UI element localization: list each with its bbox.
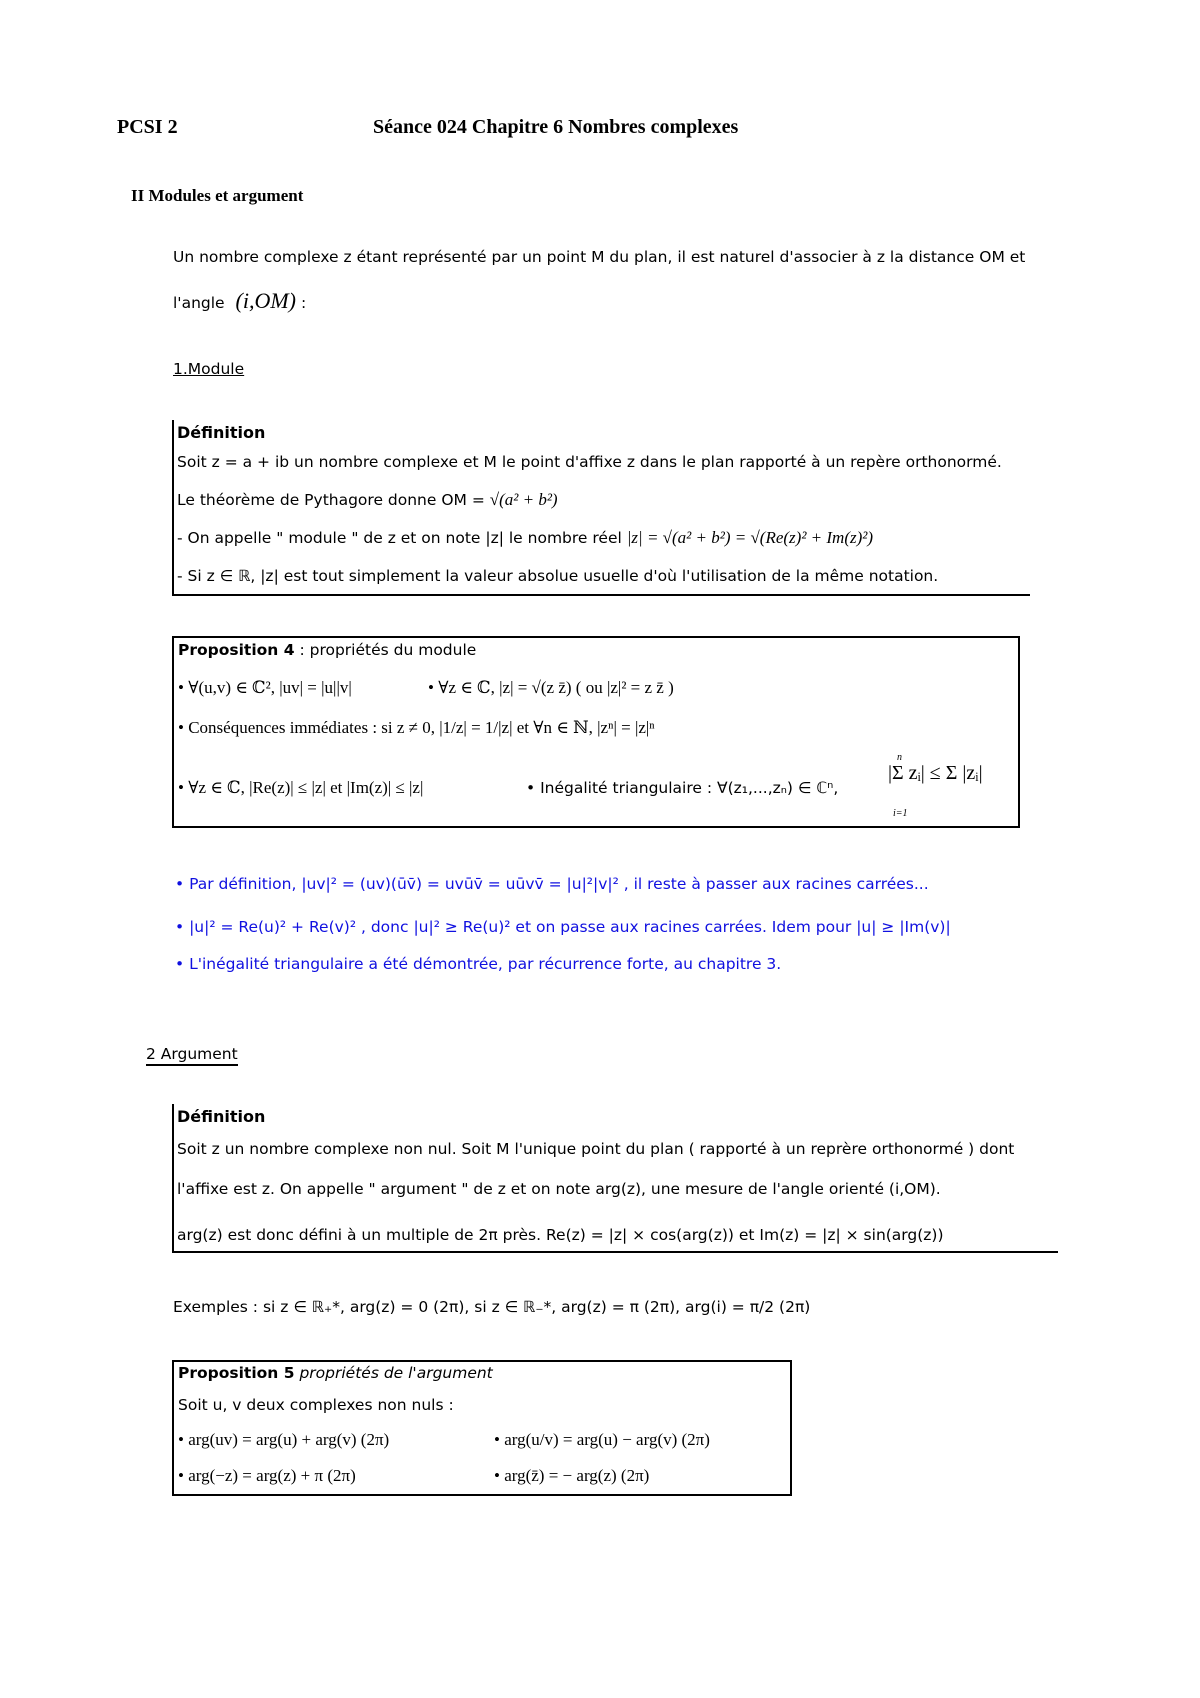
argument-def-line-3: arg(z) est donc défini à un multiple de 2π près. Re(z) = |z| × cos(arg(z)) et Im(z) = |z| × sin(arg(z)): [177, 1226, 944, 1244]
module-def-line-1: Soit z = a + ib un nombre complexe et M le point d'affixe z dans le plan rapporté à un repère orthonormé.: [177, 453, 1002, 471]
proof-line-1: • Par définition, |uv|² = (uv)(ūv̄) = uvūv̄ = uūvv̄ = |u|²|v|² , il reste à passer aux racines carrées...: [175, 875, 929, 893]
intro-angle-suffix: :: [300, 294, 307, 312]
class-label: PCSI 2: [117, 116, 178, 138]
argument-title: 2 Argument: [146, 1045, 238, 1066]
prop5-title-bold: Proposition 5: [178, 1364, 295, 1382]
module-title: 1.Module: [173, 360, 245, 378]
module-def-title: Définition: [177, 423, 266, 442]
session-title: Séance 024 Chapitre 6 Nombres complexes: [373, 116, 739, 138]
prop4-title: [178, 641, 476, 659]
prop4-line-3a: • ∀z ∈ ℂ, |Re(z)| ≤ |z| et |Im(z)| ≤ |z|: [178, 778, 424, 797]
pythagore-formula: √(a² + b²): [489, 490, 558, 509]
prop4-line-1a: • ∀(u,v) ∈ ℂ², |uv| = |u||v|: [178, 678, 352, 697]
module-def-line-2: [177, 490, 558, 510]
section-title: II Modules et argument: [131, 186, 304, 205]
argument-examples: Exemples : si z ∈ ℝ₊*, arg(z) = 0 (2π), si z ∈ ℝ₋*, arg(z) = π (2π), arg(i) = π/2 (2π): [173, 1298, 811, 1316]
prop4-line-2: • Conséquences immédiates : si z ≠ 0, |1/z| = 1/|z| et ∀n ∈ ℕ, |zⁿ| = |z|ⁿ: [178, 718, 655, 737]
intro-angle-prefix: l'angle: [173, 294, 225, 312]
triangle-inequality-formula: |Σ zᵢ| ≤ Σ |zᵢ|: [888, 762, 983, 784]
intro-angle: (i,OM): [235, 288, 296, 313]
intro-line-2: [173, 288, 306, 314]
proof-line-3: • L'inégalité triangulaire a été démontrée, par récurrence forte, au chapitre 3.: [175, 955, 782, 973]
sum-top-1: n: [897, 752, 902, 763]
prop4-line-3b: [526, 778, 838, 798]
prop4-line-1b: • ∀z ∈ ℂ, |z| = √(z z̄) ( ou |z|² = z z̄ ): [428, 678, 674, 697]
prop4-title-bold: Proposition 4: [178, 641, 295, 659]
prop5-line-2b: • arg(u/v) = arg(u) − arg(v) (2π): [494, 1430, 710, 1449]
module-formula: |z| = √(a² + b²) = √(Re(z)² + Im(z)²): [626, 528, 874, 547]
pythagore-text: Le théorème de Pythagore donne OM =: [177, 491, 490, 509]
module-def-text: - On appelle " module " de z et on note |z| le nombre réel: [177, 529, 627, 547]
module-def-line-3: [177, 528, 873, 548]
prop5-title-rest: propriétés de l'argument: [294, 1364, 493, 1382]
prop5-line-3b: • arg(z̄) = − arg(z) (2π): [494, 1466, 650, 1485]
proof-line-2: • |u|² = Re(u)² + Re(v)² , donc |u|² ≥ Re(u)² et on passe aux racines carrées. Idem pour |u| ≥ |Im(v)|: [175, 918, 951, 936]
argument-def-line-1: Soit z un nombre complexe non nul. Soit M l'unique point du plan ( rapporté à un reprère orthonormé ) dont: [177, 1140, 1015, 1158]
prop5-title: [178, 1364, 493, 1382]
argument-def-title: Définition: [177, 1107, 266, 1126]
sum-bottom-1: i=1: [893, 808, 908, 819]
prop5-line-3a: • arg(−z) = arg(z) + π (2π): [178, 1466, 356, 1485]
argument-def-line-2: l'affixe est z. On appelle " argument " de z et on note arg(z), une mesure de l'angle orienté (i,OM).: [177, 1180, 941, 1198]
triangle-inequality-text: • Inégalité triangulaire : ∀(z₁,...,zₙ) ∈ ℂⁿ,: [526, 779, 839, 797]
prop5-line-1: Soit u, v deux complexes non nuls :: [178, 1396, 454, 1414]
prop5-line-2a: • arg(uv) = arg(u) + arg(v) (2π): [178, 1430, 390, 1449]
module-def-line-4: - Si z ∈ ℝ, |z| est tout simplement la valeur absolue usuelle d'où l'utilisation de la même notation.: [177, 567, 939, 585]
intro-line-1: Un nombre complexe z étant représenté par un point M du plan, il est naturel d'associer à z la distance OM et: [173, 248, 1026, 266]
prop4-title-rest: : propriétés du module: [294, 641, 477, 659]
